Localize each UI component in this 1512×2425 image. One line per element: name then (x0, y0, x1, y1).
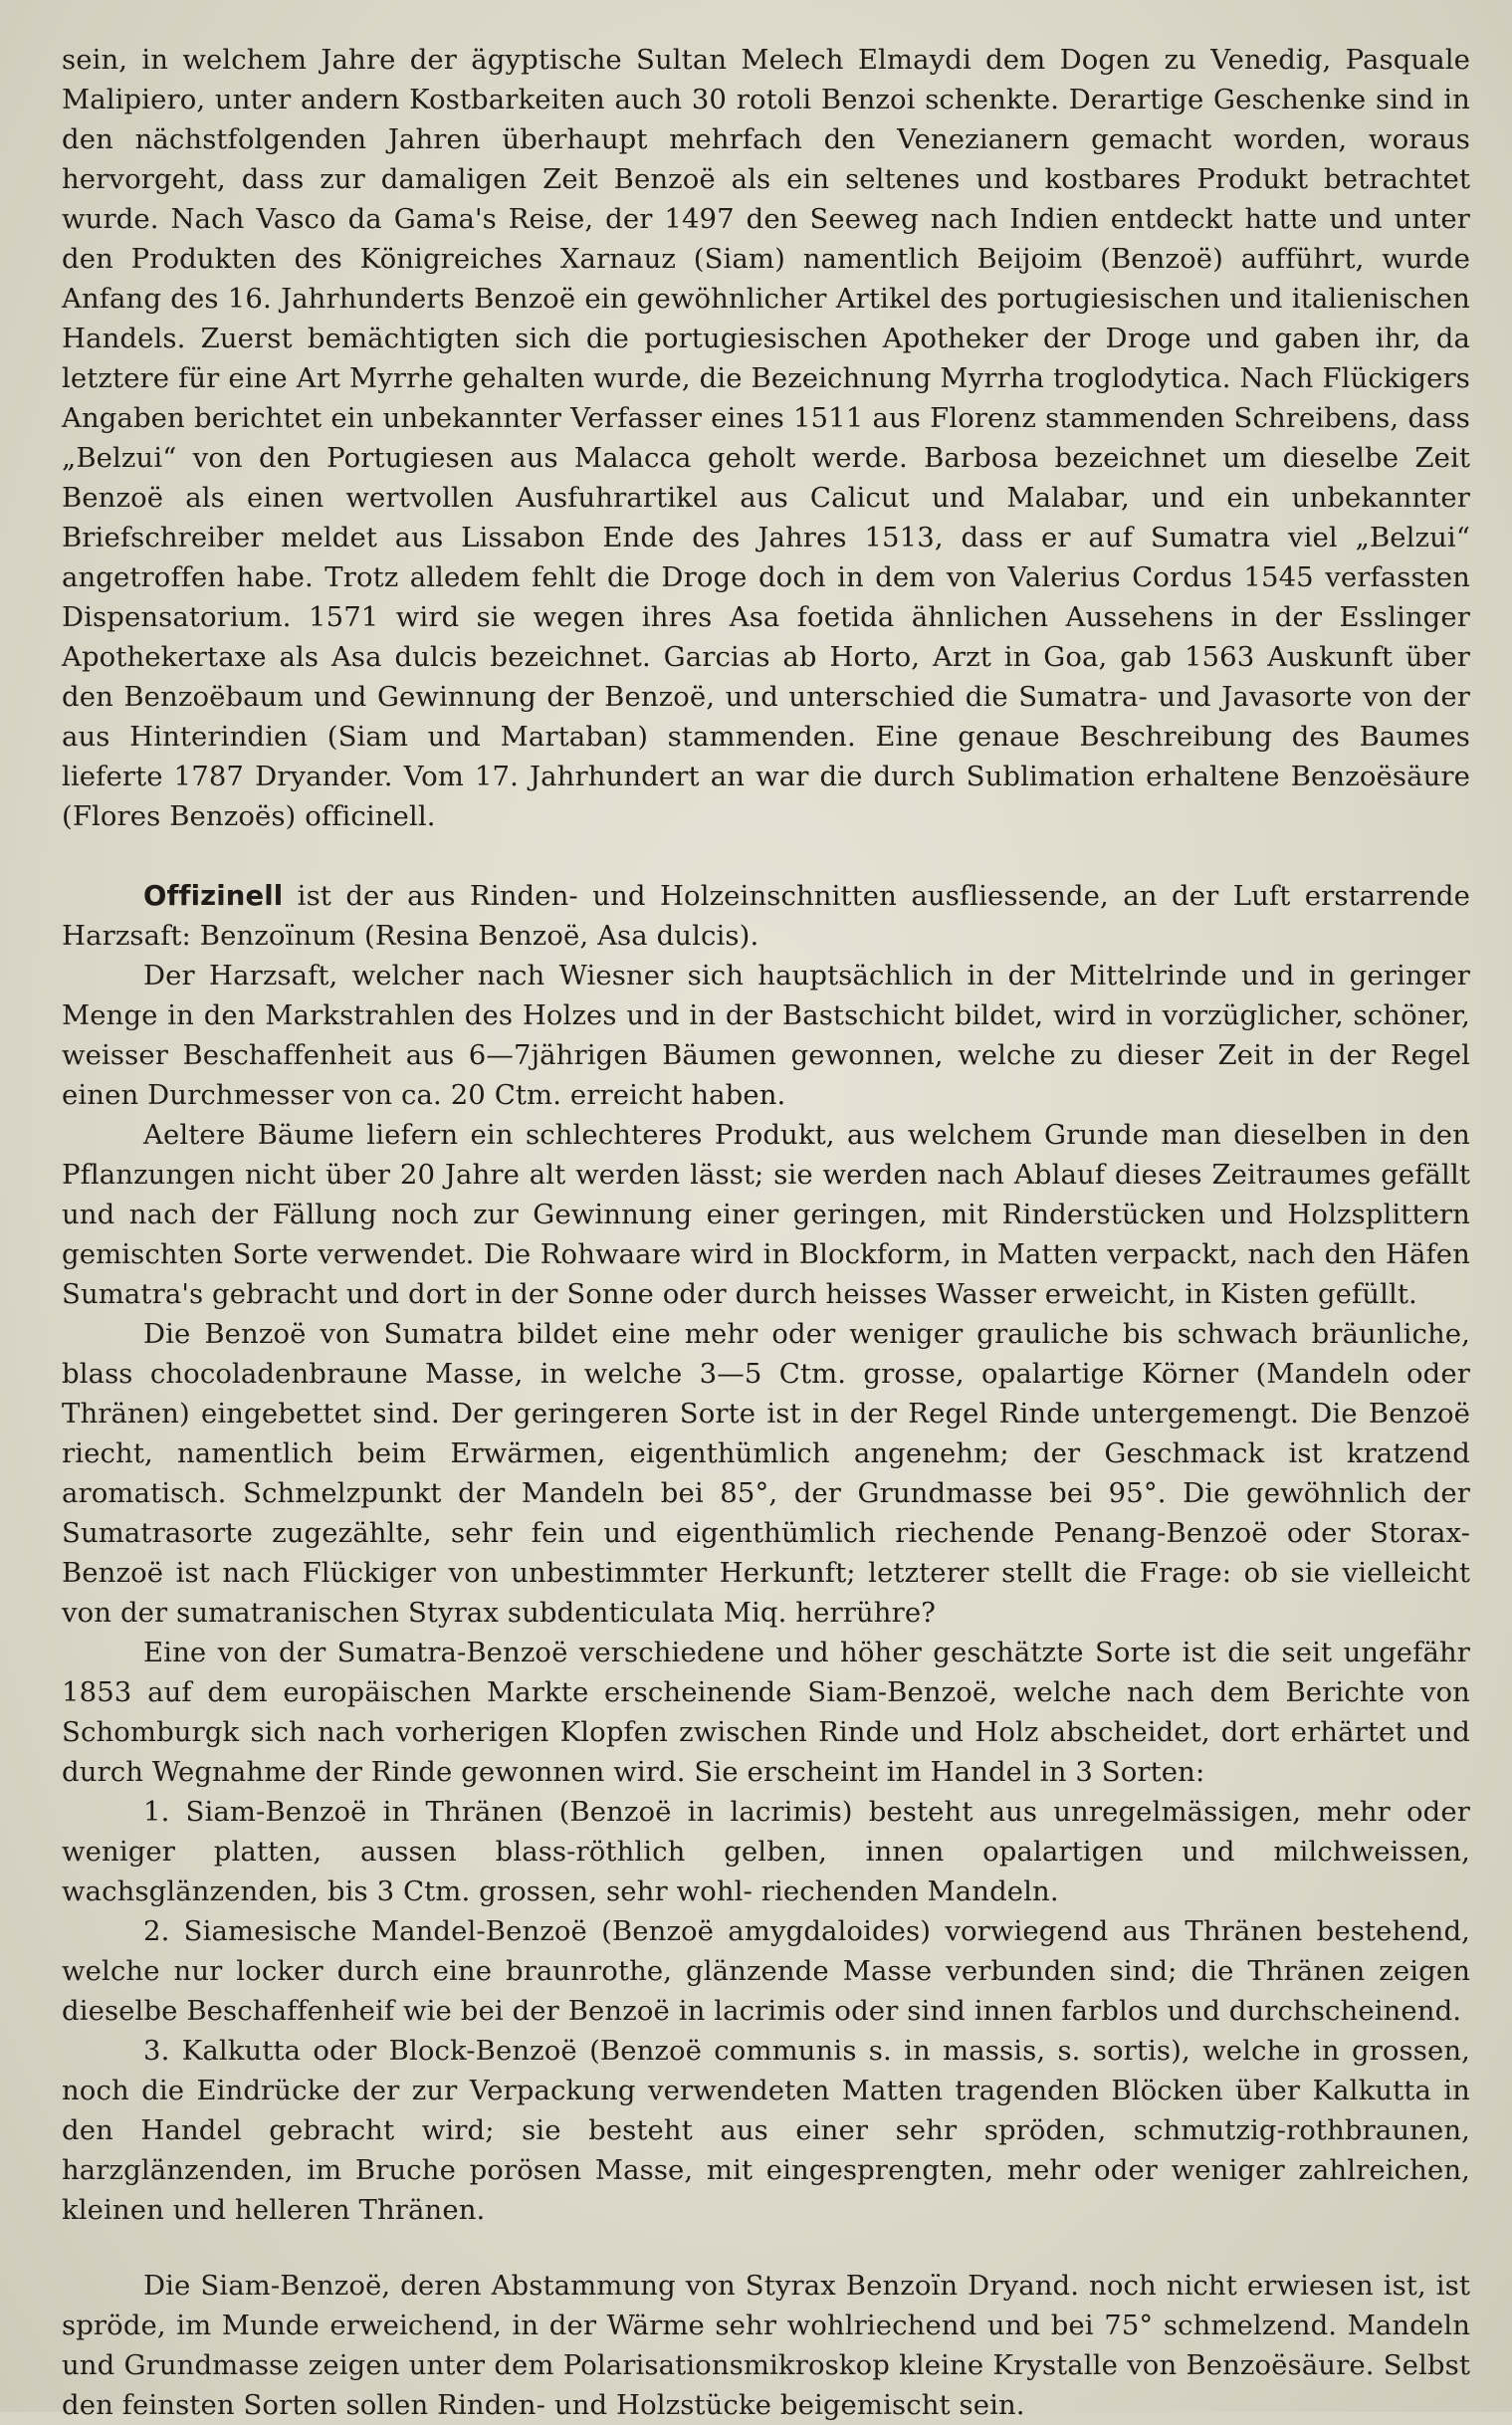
officinal-lead-term: Offizinell (143, 880, 284, 912)
paragraph-sumatra-benzoe: Die Benzoë von Sumatra bildet eine mehr oder weniger grauliche bis schwach bräunliche, blass chocoladenbraune Masse, in welche 3—5 Ctm. grosse, opalartige Körner (Mandeln oder Thränen) eingebettet sind. Der geringeren Sorte ist in der Regel Rinde untergemengt. Die Benzoë riecht, namentlich beim Erwärmen, eigenthümlich angenehm; der Geschmack ist kratzend aromatisch. Schmelzpunkt der Mandeln bei 85°, der Grundmasse bei 95°. Die gewöhnlich der Sumatrasorte zugezählte, sehr fein und eigenthümlich riechende Penang-Benzoë oder Storax-Benzoë ist nach Flückiger von unbestimmter Herkunft; letzterer stellt die Frage: ob sie vielleicht von der sumatranischen Styrax subdenticulata Miq. herrühre? (62, 1318, 1470, 1629)
list-item-siam-traenen: 1. Siam-Benzoë in Thränen (Benzoë in lacrimis) besteht aus unregelmässigen, mehr oder weniger platten, aussen blass-röthlich gelben, innen opalartigen und milchweissen, wachsglänzenden, bis 3 Ctm. grossen, sehr wohl- riechenden Mandeln. (62, 1796, 1470, 1907)
paragraph-siam-benzoe: Eine von der Sumatra-Benzoë verschiedene und höher geschätzte Sorte ist die seit ungefähr 1853 auf dem europäischen Markte erscheinende Siam-Benzoë, welche nach dem Berichte von Schomburgk sich nach vorherigen Klopfen zwischen Rinde und Holz abscheidet, dort erhärtet und durch Wegnahme der Rinde gewonnen wird. Sie erscheint im Handel in 3 Sorten: (62, 1637, 1470, 1788)
paragraph-history: sein, in welchem Jahre der ägyptische Sultan Melech Elmaydi dem Dogen zu Venedig, Pasquale Malipiero, unter andern Kostbarkeiten auch 30 rotoli Benzoi schenkte. Derartige Geschenke sind in den nächstfolgenden Jahren überhaupt mehrfach den Venezianern gemacht worden, woraus hervorgeht, dass zur damaligen Zeit Benzoë als ein seltenes und kostbares Produkt betrachtet wurde. Nach Vasco da Gama's Reise, der 1497 den Seeweg nach Indien entdeckt hatte und unter den Produkten des Königreiches Xarnauz (Siam) namentlich Beijoim (Benzoë) aufführt, wurde Anfang des 16. Jahrhunderts Benzoë ein gewöhnlicher Artikel des portugiesischen und italienischen Handels. Zuerst bemächtigten sich die portugiesischen Apotheker der Droge und gaben ihr, da letztere für eine Art Myrrhe gehalten wurde, die Bezeichnung Myrrha troglodytica. Nach Flückigers Angaben berichtet ein unbekannter Verfasser eines 1511 aus Florenz stammenden Schreibens, dass „Belzui“ von den Portugiesen aus Malacca geholt werde. Barbosa bezeichnet um dieselbe Zeit Benzoë als einen wertvollen Ausfuhrartikel aus Calicut und Malabar, und ein unbekannter Briefschreiber meldet aus Lissabon Ende des Jahres 1513, dass er auf Sumatra viel „Belzui“ angetroffen habe. Trotz alledem fehlt die Droge doch in dem von Valerius Cordus 1545 verfassten Dispensatorium. 1571 wird sie wegen ihres Asa foetida ähnlichen Aussehens in der Esslinger Apothekertaxe als Asa dulcis bezeichnet. Garcias ab Horto, Arzt in Goa, gab 1563 Auskunft über den Benzoëbaum und Gewinnung der Benzoë, und unterschied die Sumatra- und Javasorte von der aus Hinterindien (Siam und Martaban) stammenden. Eine genaue Beschreibung des Baumes lieferte 1787 Dryander. Vom 17. Jahrhundert an war die durch Sublimation erhaltene Benzoësäure (Flores Benzoës) officinell. (62, 44, 1470, 832)
paragraph-siam-eigenschaften: Die Siam-Benzoë, deren Abstammung von Styrax Benzoïn Dryand. noch nicht erwiesen ist, ist spröde, im Munde erweichend, in der Wärme sehr wohlriechend und bei 75° schmelzend. Mandeln und Grundmasse zeigen unter dem Polarisationsmikroskop kleine Krystalle von Benzoësäure. Selbst den feinsten Sorten sollen Rinden- und Holzstücke beigemischt sein. (62, 2270, 1470, 2421)
list-item-kalkutta-benzoe: 3. Kalkutta oder Block-Benzoë (Benzoë communis s. in massis, s. sortis), welche in grossen, noch die Eindrücke der zur Verpackung verwendeten Matten tragenden Blöcken über Kalkutta in den Handel gebracht wird; sie besteht aus einer sehr spröden, schmutzig-rothbraunen, harzglänzenden, im Bruche porösen Masse, mit eingesprengten, mehr oder weniger zahlreichen, kleinen und helleren Thränen. (62, 2035, 1470, 2226)
paragraph-aeltere-baeume: Aeltere Bäume liefern ein schlechteres Produkt, aus welchem Grunde man dieselben in den Pflanzungen nicht über 20 Jahre alt werden lässt; sie werden nach Ablauf dieses Zeitraumes gefällt und nach der Fällung noch zur Gewinnung einer geringen, mit Rinderstücken und Holzsplittern gemischten Sorte verwendet. Die Rohwaare wird in Blockform, in Matten verpackt, nach den Häfen Sumatra's gebracht und dort in der Sonne oder durch heisses Wasser erweicht, in Kisten gefüllt. (62, 1119, 1470, 1310)
officinal-text: ist der aus Rinden- und Holzeinschnitten ausfliessende, an der Luft erstarrende Harzsaft: Benzoïnum (Resina Benzoë, Asa dulcis). (62, 880, 1470, 952)
list-item-mandel-benzoe: 2. Siamesische Mandel-Benzoë (Benzoë amygdaloides) vorwiegend aus Thränen bestehend, welche nur locker durch eine braunrothe, glänzende Masse verbunden sind; die Thränen zeigen dieselbe Beschaffenheif wie bei der Benzoë in lacrimis oder sind innen farblos und durchscheinend. (62, 1915, 1470, 2027)
paragraph-harzsaft: Der Harzsaft, welcher nach Wiesner sich hauptsächlich in der Mittelrinde und in geringer Menge in den Markstrahlen des Holzes und in der Bastschicht bildet, wird in vorzüglicher, schöner, weisser Beschaffenheit aus 6—7jährigen Bäumen gewonnen, welche zu dieser Zeit in der Regel einen Durchmesser von ca. 20 Ctm. erreicht haben. (62, 960, 1470, 1111)
paragraph-officinal (62, 876, 1470, 956)
